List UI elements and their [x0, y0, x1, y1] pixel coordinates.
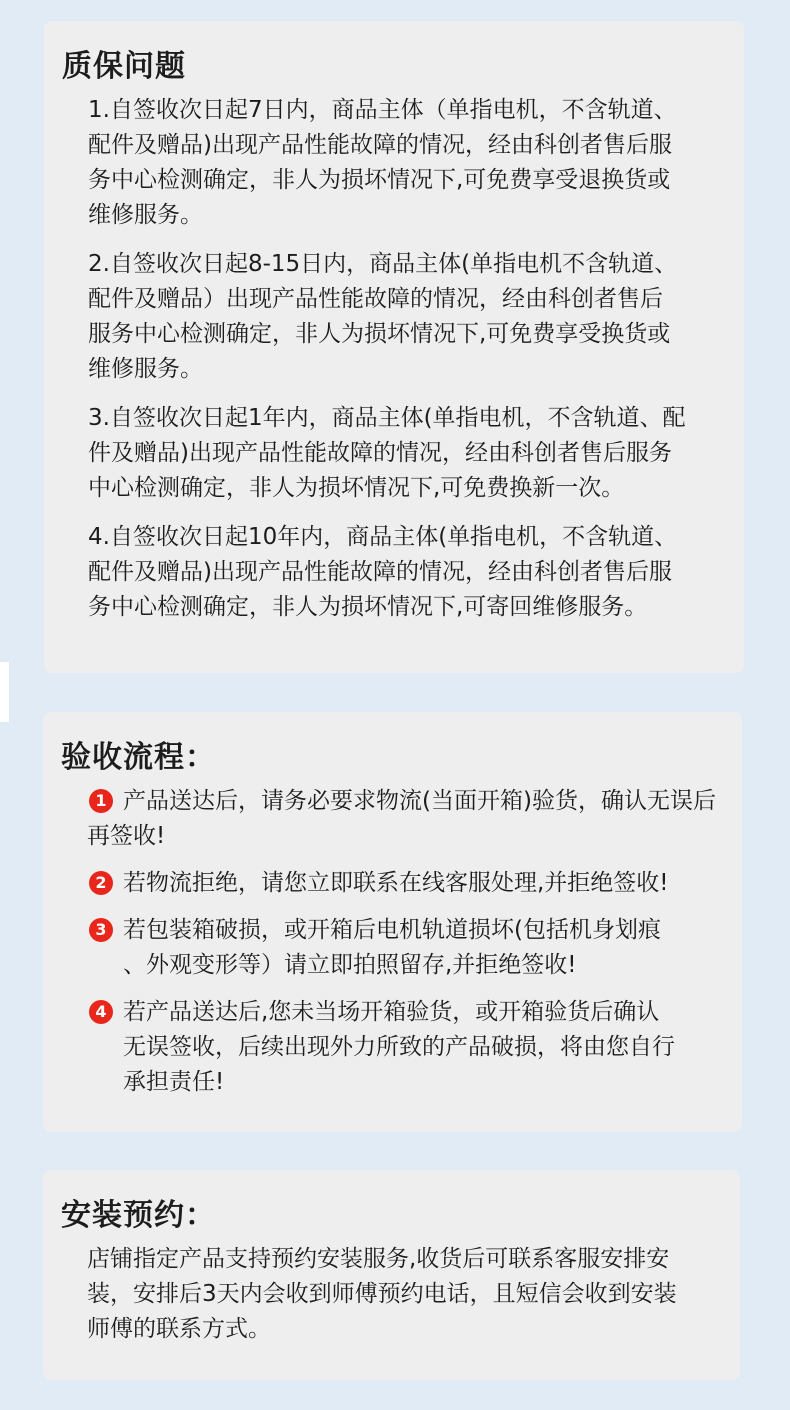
warranty-paragraph-2 — [88, 247, 704, 387]
warranty-paragraph-4 — [88, 520, 704, 625]
step-line: 无误签收，后续出现外力所致的产品破损，将由您自行 — [123, 1034, 675, 1060]
paragraph-line: 维修服务。 — [88, 202, 203, 228]
inspection-card — [43, 712, 742, 1132]
paragraph-line: 维修服务。 — [88, 356, 203, 382]
paragraph-line: 务中心检测确定，非人为损坏情况下,可免费享受退换货或 — [88, 167, 671, 193]
warranty-title: 质保问题 — [62, 49, 186, 84]
paragraph-line: 师傅的联系方式。 — [87, 1316, 271, 1342]
install-paragraph — [87, 1242, 703, 1347]
paragraph-line: 1.自签收次日起7日内，商品主体（单指电机，不含轨道、 — [88, 97, 677, 123]
step-number-badge: 4 — [89, 1000, 113, 1024]
step-line — [61, 784, 716, 819]
paragraph-line: 配件及赠品）出现产品性能故障的情况，经由科创者售后 — [88, 286, 663, 312]
paragraph-line: 配件及赠品)出现产品性能故障的情况，经由科创者售后服 — [88, 559, 672, 585]
inspection-step-4 — [61, 995, 691, 1100]
step-line: 再签收! — [87, 823, 166, 849]
warranty-paragraph-1 — [88, 93, 704, 233]
warranty-paragraph-3 — [88, 401, 704, 506]
paragraph-line: 装，安排后3天内会收到师傅预约电话，且短信会收到安装 — [87, 1281, 677, 1307]
paragraph-line: 店铺指定产品支持预约安装服务,收货后可联系客服安排安 — [87, 1246, 670, 1272]
step-text: 若物流拒绝，请您立即联系在线客服处理,并拒绝签收! — [123, 870, 669, 896]
paragraph-line: 3.自签收次日起1年内，商品主体(单指电机，不含轨道、配 — [88, 405, 686, 431]
step-text: 若产品送达后,您未当场开箱验货，或开箱验货后确认 — [123, 999, 660, 1025]
step-line — [61, 913, 691, 948]
step-number-badge: 1 — [89, 789, 113, 813]
step-line: 、外观变形等）请立即拍照留存,并拒绝签收! — [123, 952, 577, 978]
step-line — [61, 995, 691, 1030]
paragraph-line: 中心检测确定，非人为损坏情况下,可免费换新一次。 — [88, 475, 625, 501]
step-text: 若包装箱破损，或开箱后电机轨道损坏(包括机身划痕 — [123, 917, 661, 943]
paragraph-line: 服务中心检测确定，非人为损坏情况下,可免费享受换货或 — [88, 321, 671, 347]
step-text: 产品送达后，请务必要求物流(当面开箱)验货，确认无误后 — [123, 788, 716, 814]
paragraph-line: 2.自签收次日起8-15日内，商品主体(单指电机不含轨道、 — [88, 251, 678, 277]
install-card — [43, 1170, 740, 1380]
paragraph-line: 4.自签收次日起10年内，商品主体(单指电机，不含轨道、 — [88, 524, 678, 550]
install-title: 安装预约： — [61, 1198, 216, 1233]
paragraph-line: 务中心检测确定，非人为损坏情况下,可寄回维修服务。 — [88, 594, 648, 620]
paragraph-line: 件及赠品)出现产品性能故障的情况，经由科创者售后服务 — [88, 440, 672, 466]
paragraph-line: 配件及赠品)出现产品性能故障的情况，经由科创者售后服 — [88, 132, 672, 158]
step-number-badge: 3 — [89, 918, 113, 942]
inspection-title: 验收流程： — [61, 740, 216, 775]
step-line: 承担责任! — [123, 1069, 225, 1095]
warranty-card — [44, 21, 744, 673]
step-number-badge: 2 — [89, 871, 113, 895]
inspection-step-3 — [61, 913, 691, 983]
inspection-step-2 — [61, 866, 691, 901]
side-strip — [0, 662, 9, 722]
inspection-step-1 — [61, 784, 716, 854]
step-line — [61, 866, 691, 901]
